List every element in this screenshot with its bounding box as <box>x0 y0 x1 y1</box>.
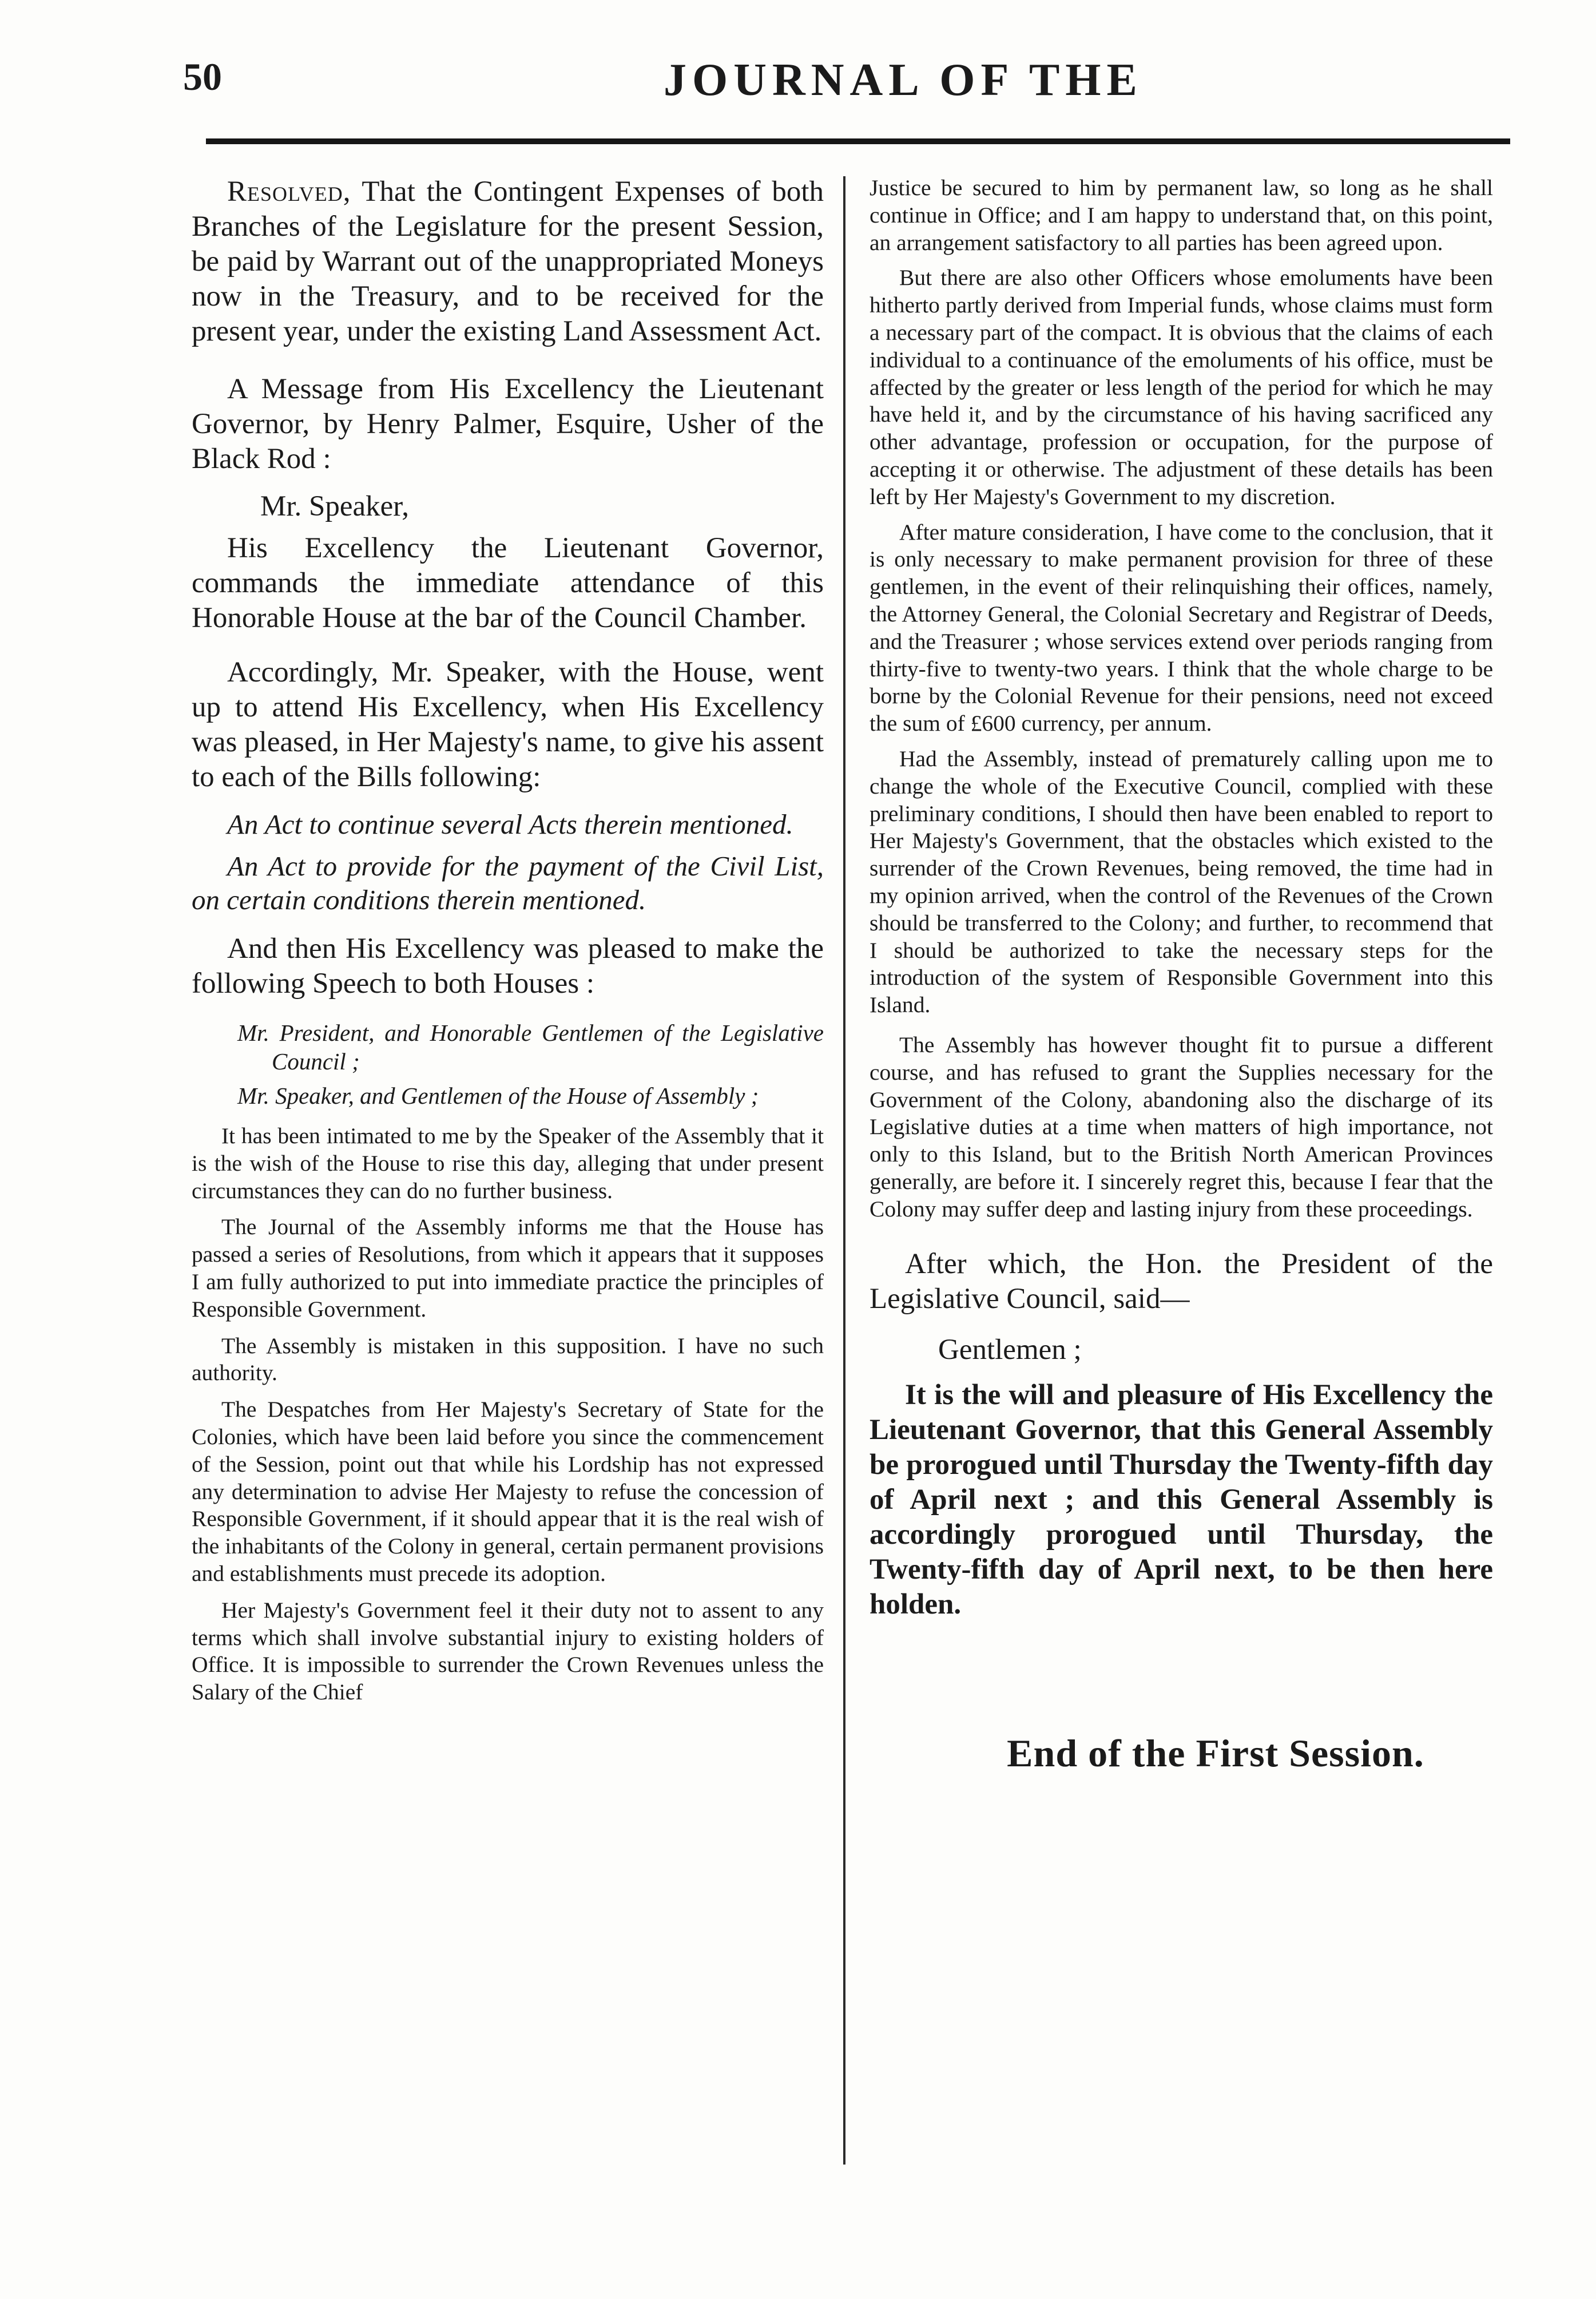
left-column <box>192 175 824 2156</box>
address-assembly: Mr. Speaker, and Gentlemen of the House of Assembly ; <box>237 1083 759 1109</box>
resolved-lead: Resolved, <box>227 176 351 208</box>
end-of-session: End of the First Session. <box>1007 1731 1424 1775</box>
gentlemen-salutation: Gentlemen ; <box>938 1334 1082 1366</box>
act-title-2: An Act to provide for the payment of the Civil List, on certain conditions therein mentioned. <box>192 850 824 915</box>
resolution-text: That the Contingent Expenses of both Branches of the Legislature for the present Session, be paid by Warrant out of the unappropriated Moneys now in the Treasury, and to be received for the present year, under the existing Land Assessment Act. <box>192 176 824 347</box>
column-divider <box>843 176 845 2165</box>
speech-intro-paragraph: And then His Excellency was pleased to make the following Speech to both Houses : <box>192 933 824 1000</box>
right-column <box>870 175 1493 2156</box>
speech-paragraph-1: It has been intimated to me by the Speaker of the Assembly that it is the wish of the House to rise this day, alleging that under present circumstances they can do no further business. <box>192 1123 824 1203</box>
speech-paragraph-2: The Journal of the Assembly informs me that the House has passed a series of Resolutions, from which it appears that it supposes I am fully authorized to put into immediate practice the principles of Responsible Government. <box>192 1214 824 1322</box>
address-council: Mr. President, and Honorable Gentlemen of the Legislative Council ; <box>237 1020 824 1075</box>
speech-paragraph-7: But there are also other Officers whose emoluments have been hitherto partly derived from Imperial funds, whose claims must form a necessary part of the compact. It is obvious that the claims of each individual to a continuance of the emoluments of his office, must be affected by the greater or less length of the period for which he may have held it, and by the circumstance of his having sacrificed any other advantage, profession or occupation, for the purpose of accepting it or otherwise. The adjustment of these details has been left by Her Majesty's Government to my discretion. <box>870 265 1493 509</box>
page-number: 50 <box>183 55 222 98</box>
speech-paragraph-4: The Despatches from Her Majesty's Secretary of State for the Colonies, which have been laid before you since the commencement of the Session, point out that while his Lordship has not expressed any determination to advise Her Majesty to refuse the concession of Responsible Government, if it should appear that it is the real wish of the inhabitants of the Colony in general, certain permanent provisions and establishments must precede its adoption. <box>192 1397 824 1586</box>
act-title-1: An Act to continue several Acts therein mentioned. <box>227 808 793 840</box>
running-title: JOURNAL OF THE <box>664 55 1143 105</box>
speech-paragraph-6: Justice be secured to him by permanent law, so long as he shall continue in Office; and I am happy to understand that, on this point, an arrangement satisfactory to all parties has been agreed upon. <box>870 175 1493 255</box>
assent-paragraph: Accordingly, Mr. Speaker, with the House, went up to attend His Excellency, when His Excellency was pleased, in Her Majesty's name, to give his assent to each of the Bills following: <box>192 656 824 793</box>
speech-paragraph-8: After mature consideration, I have come to the conclusion, that it is only necessary to make permanent provision for three of these gentlemen, in the event of their relinquishing their offices, namely, the Attorney General, the Colonial Secretary and Registrar of Deeds, and the Treasurer ; whose services extend over periods ranging from thirty-five to twenty-two years. I think that the whole charge to be borne by the Colonial Revenue for their pensions, need not exceed the sum of £600 currency, per annum. <box>870 519 1493 736</box>
prorogation-paragraph: It is the will and pleasure of His Excellency the Lieutenant Governor, that this General Assembly be prorogued until Thursday the Twenty-fifth day of April next ; and this General Assembly is accordingly prorogued until Thursday, the Twenty-fifth day of April next, to be then here holden. <box>870 1379 1493 1621</box>
president-paragraph: After which, the Hon. the President of the Legislative Council, said— <box>870 1248 1493 1315</box>
speaker-salutation: Mr. Speaker, <box>260 490 409 522</box>
command-paragraph: His Excellency the Lieutenant Governor, commands the immediate attendance of this Honorable House at the bar of the Council Chamber. <box>192 532 824 634</box>
resolution-paragraph <box>192 175 824 349</box>
speech-paragraph-3: The Assembly is mistaken in this supposition. I have no such authority. <box>192 1333 824 1386</box>
speech-paragraph-10: The Assembly has however thought fit to pursue a different course, and has refused to grant the Supplies necessary for the Government of the Colony, abandoning also the discharge of its Legislative duties at a time when matters of high importance, not only to this Island, but to the British North American Provinces generally, are before it. I sincerely regret this, because I fear that the Colony may suffer deep and lasting injury from these proceedings. <box>870 1032 1493 1222</box>
speech-paragraph-5: Her Majesty's Government feel it their duty not to assent to any terms which shall involve substantial injury to existing holders of Office. It is impossible to surrender the Crown Revenues unless the Salary of the Chief <box>192 1597 824 1705</box>
speech-paragraph-9: Had the Assembly, instead of prematurely calling upon me to change the whole of the Executive Council, complied with these preliminary conditions, I should then have been enabled to report to Her Majesty's Government, that the obstacles which existed to the surrender of the Crown Revenues, being removed, the time had in my opinion arrived, when the control of the Revenues of the Crown should be transferred to the Colony; and further, to recommend that I should be authorized to take the necessary steps for the introduction of the system of Responsible Government into this Island. <box>870 746 1493 1018</box>
message-paragraph: A Message from His Excellency the Lieutenant Governor, by Henry Palmer, Esquire, Usher of the Black Rod : <box>192 373 824 475</box>
header-rule <box>206 138 1510 144</box>
